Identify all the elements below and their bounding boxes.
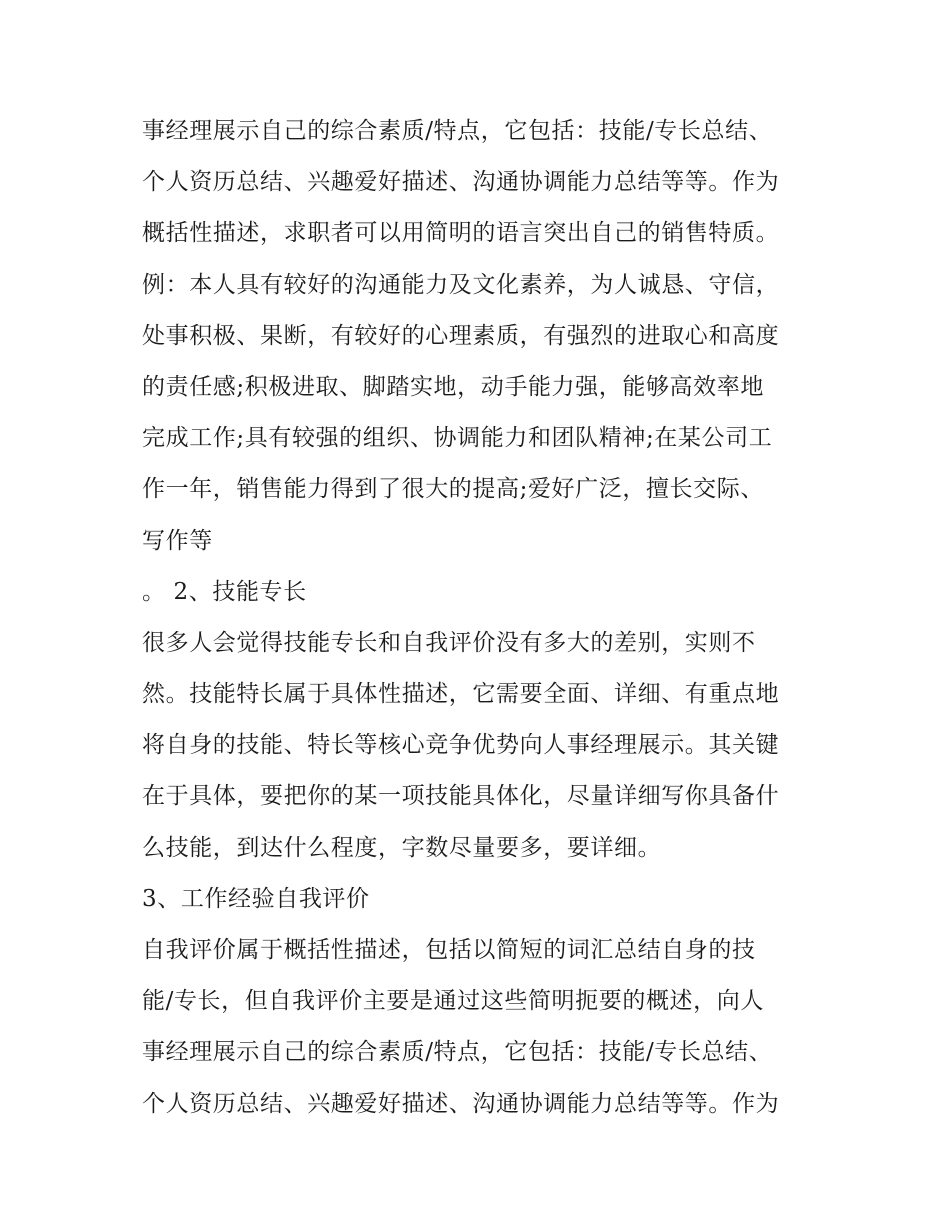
text-line: 完成工作;具有较强的组织、协调能力和团队精神;在某公司工 (142, 425, 773, 452)
text-line: 在于具体，要把你的某一项技能具体化，尽量详细写你具备什 (142, 783, 780, 810)
text-line: 将自身的技能、特长等核心竞争优势向人事经理展示。其关键 (142, 732, 780, 759)
text-line: 例：本人具有较好的沟通能力及文化素养，为人诚恳、守信， (142, 271, 780, 298)
document-body (142, 106, 822, 1130)
text-line: 很多人会觉得技能专长和自我评价没有多大的差别，实则不 (142, 629, 756, 656)
text-line: 事经理展示自己的综合素质/特点，它包括：技能/专长总结、 (142, 1039, 773, 1066)
text-line: 处事积极、果断，有较好的心理素质，有强烈的进取心和高度 (142, 322, 780, 349)
text-line: 写作等 (142, 527, 213, 554)
text-line: 然。技能特长属于具体性描述，它需要全面、详细、有重点地 (142, 681, 780, 708)
text-line: 概括性描述，求职者可以用简明的语言突出自己的销售特质。 (142, 220, 780, 247)
text-line: 自我评价属于概括性描述，包括以简短的词汇总结自身的技 (142, 937, 756, 963)
text-line: 个人资历总结、兴趣爱好描述、沟通协调能力总结等等。作为 (142, 169, 780, 196)
text-line: 作一年，销售能力得到了很大的提高;爱好广泛，擅长交际、 (142, 476, 764, 503)
text-line: 个人资历总结、兴趣爱好描述、沟通协调能力总结等等。作为 (142, 1090, 780, 1117)
text-line: 能/专长，但自我评价主要是通过这些简明扼要的概述，向人 (142, 988, 764, 1015)
text-line: 的责任感;积极进取、脚踏实地，动手能力强，能够高效率地 (142, 373, 764, 400)
section-heading-skills: 。 2、技能专长 (142, 578, 307, 605)
text-line: 事经理展示自己的综合素质/特点，它包括：技能/专长总结、 (142, 118, 773, 144)
text-line: 么技能，到达什么程度，字数尽量要多，要详细。 (142, 834, 662, 861)
section-heading-self-evaluation: 3、工作经验自我评价 (142, 885, 370, 912)
